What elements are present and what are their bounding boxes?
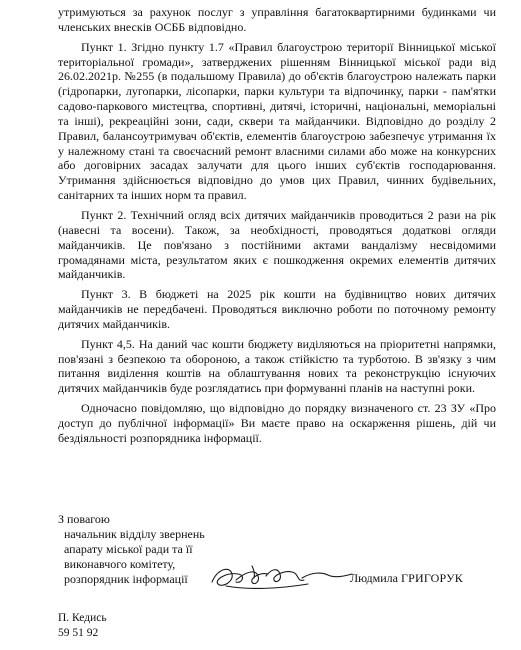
- signature-block: [58, 512, 205, 587]
- letter-body: [58, 5, 496, 451]
- executor-phone: 59 51 92: [58, 627, 99, 639]
- signer-surname: ГРИГОРУК: [400, 571, 463, 585]
- handwritten-signature: [208, 560, 358, 594]
- closing-phrase: З повагою: [58, 512, 110, 526]
- executor-block: [58, 611, 107, 641]
- paragraph-appeal-notice: Одночасно повідомляю, що відповідно до порядку визначеного ст. 23 ЗУ «Про доступ до публічної інформації» Ви маєте право на оскарження рішень, дій чи бездіяльності розпорядника інформації.: [58, 401, 496, 445]
- paragraph-point-1: Пункт 1. Згідно пункту 1.7 «Правил благоустрою території Вінницької міської територіальної громади», затверджених рішенням Вінницької міської ради від 26.02.2021р. №255 (в подальшому Правила) до об'єктів благоустрою належать парки (гідропарки, лугопарки, лісопарки, парки культури та відпочинку, парки - пам'ятки садово-паркового мистецтва, спортивні, дитячі, історичні, національні, меморіальні та інші), рекреаційні зони, сади, сквери та майданчики. Відповідно до розділу 2 Правил, балансоутримувач об'єктів, елементів благоустрою забезпечує утримання їх у належному стані та своєчасний ремонт власними силами або може на конкурсних або договірних засадах залучати для цього інших суб'єктів господарювання. Утримання здійснюється відповідно до умов цих Правил, чинних будівельних, санітарних та інших норм та правил.: [58, 39, 496, 203]
- executor-name: П. Кедись: [58, 612, 107, 624]
- signer-first-name: Людмила: [350, 571, 398, 585]
- position-line-1: начальник відділу звернень: [64, 527, 205, 541]
- position-line-2: апарату міської ради та її: [64, 542, 193, 556]
- paragraph-intro: утримуються за рахунок послуг з управління багатоквартирними будинками чи членських внесків ОСББ відповідно.: [58, 5, 496, 34]
- paragraph-point-4-5: Пункт 4,5. На даний час кошти бюджету виділяються на пріоритетні напрямки, пов'язані з безпекою та обороною, а також стійкістю та турботою. В зв'язку з чим питання виділення коштів на облаштування нових та реконструкцію існуючих дитячих майданчиків буде розглядатись при формуванні планів на наступні роки.: [58, 336, 496, 396]
- paragraph-point-2: Пункт 2. Технічний огляд всіх дитячих майданчиків проводиться 2 рази на рік (навесні та восени). Також, за необхідності, проводяться додаткові огляди майданчиків. Це пов'язано з постійними актами вандалізму несвідомими громадянами міста, результатом яких є пошкодження окремих елементів дитячих майданчиків.: [58, 207, 496, 282]
- position-line-3: виконавчого комітету,: [64, 557, 176, 571]
- signer-name: [350, 571, 463, 586]
- position-line-4: розпорядник інформації: [64, 572, 188, 586]
- paragraph-point-3: Пункт 3. В бюджеті на 2025 рік кошти на будівництво нових дитячих майданчиків не передбачені. Проводяться виключно роботи по поточному ремонту дитячих майданчиків.: [58, 287, 496, 331]
